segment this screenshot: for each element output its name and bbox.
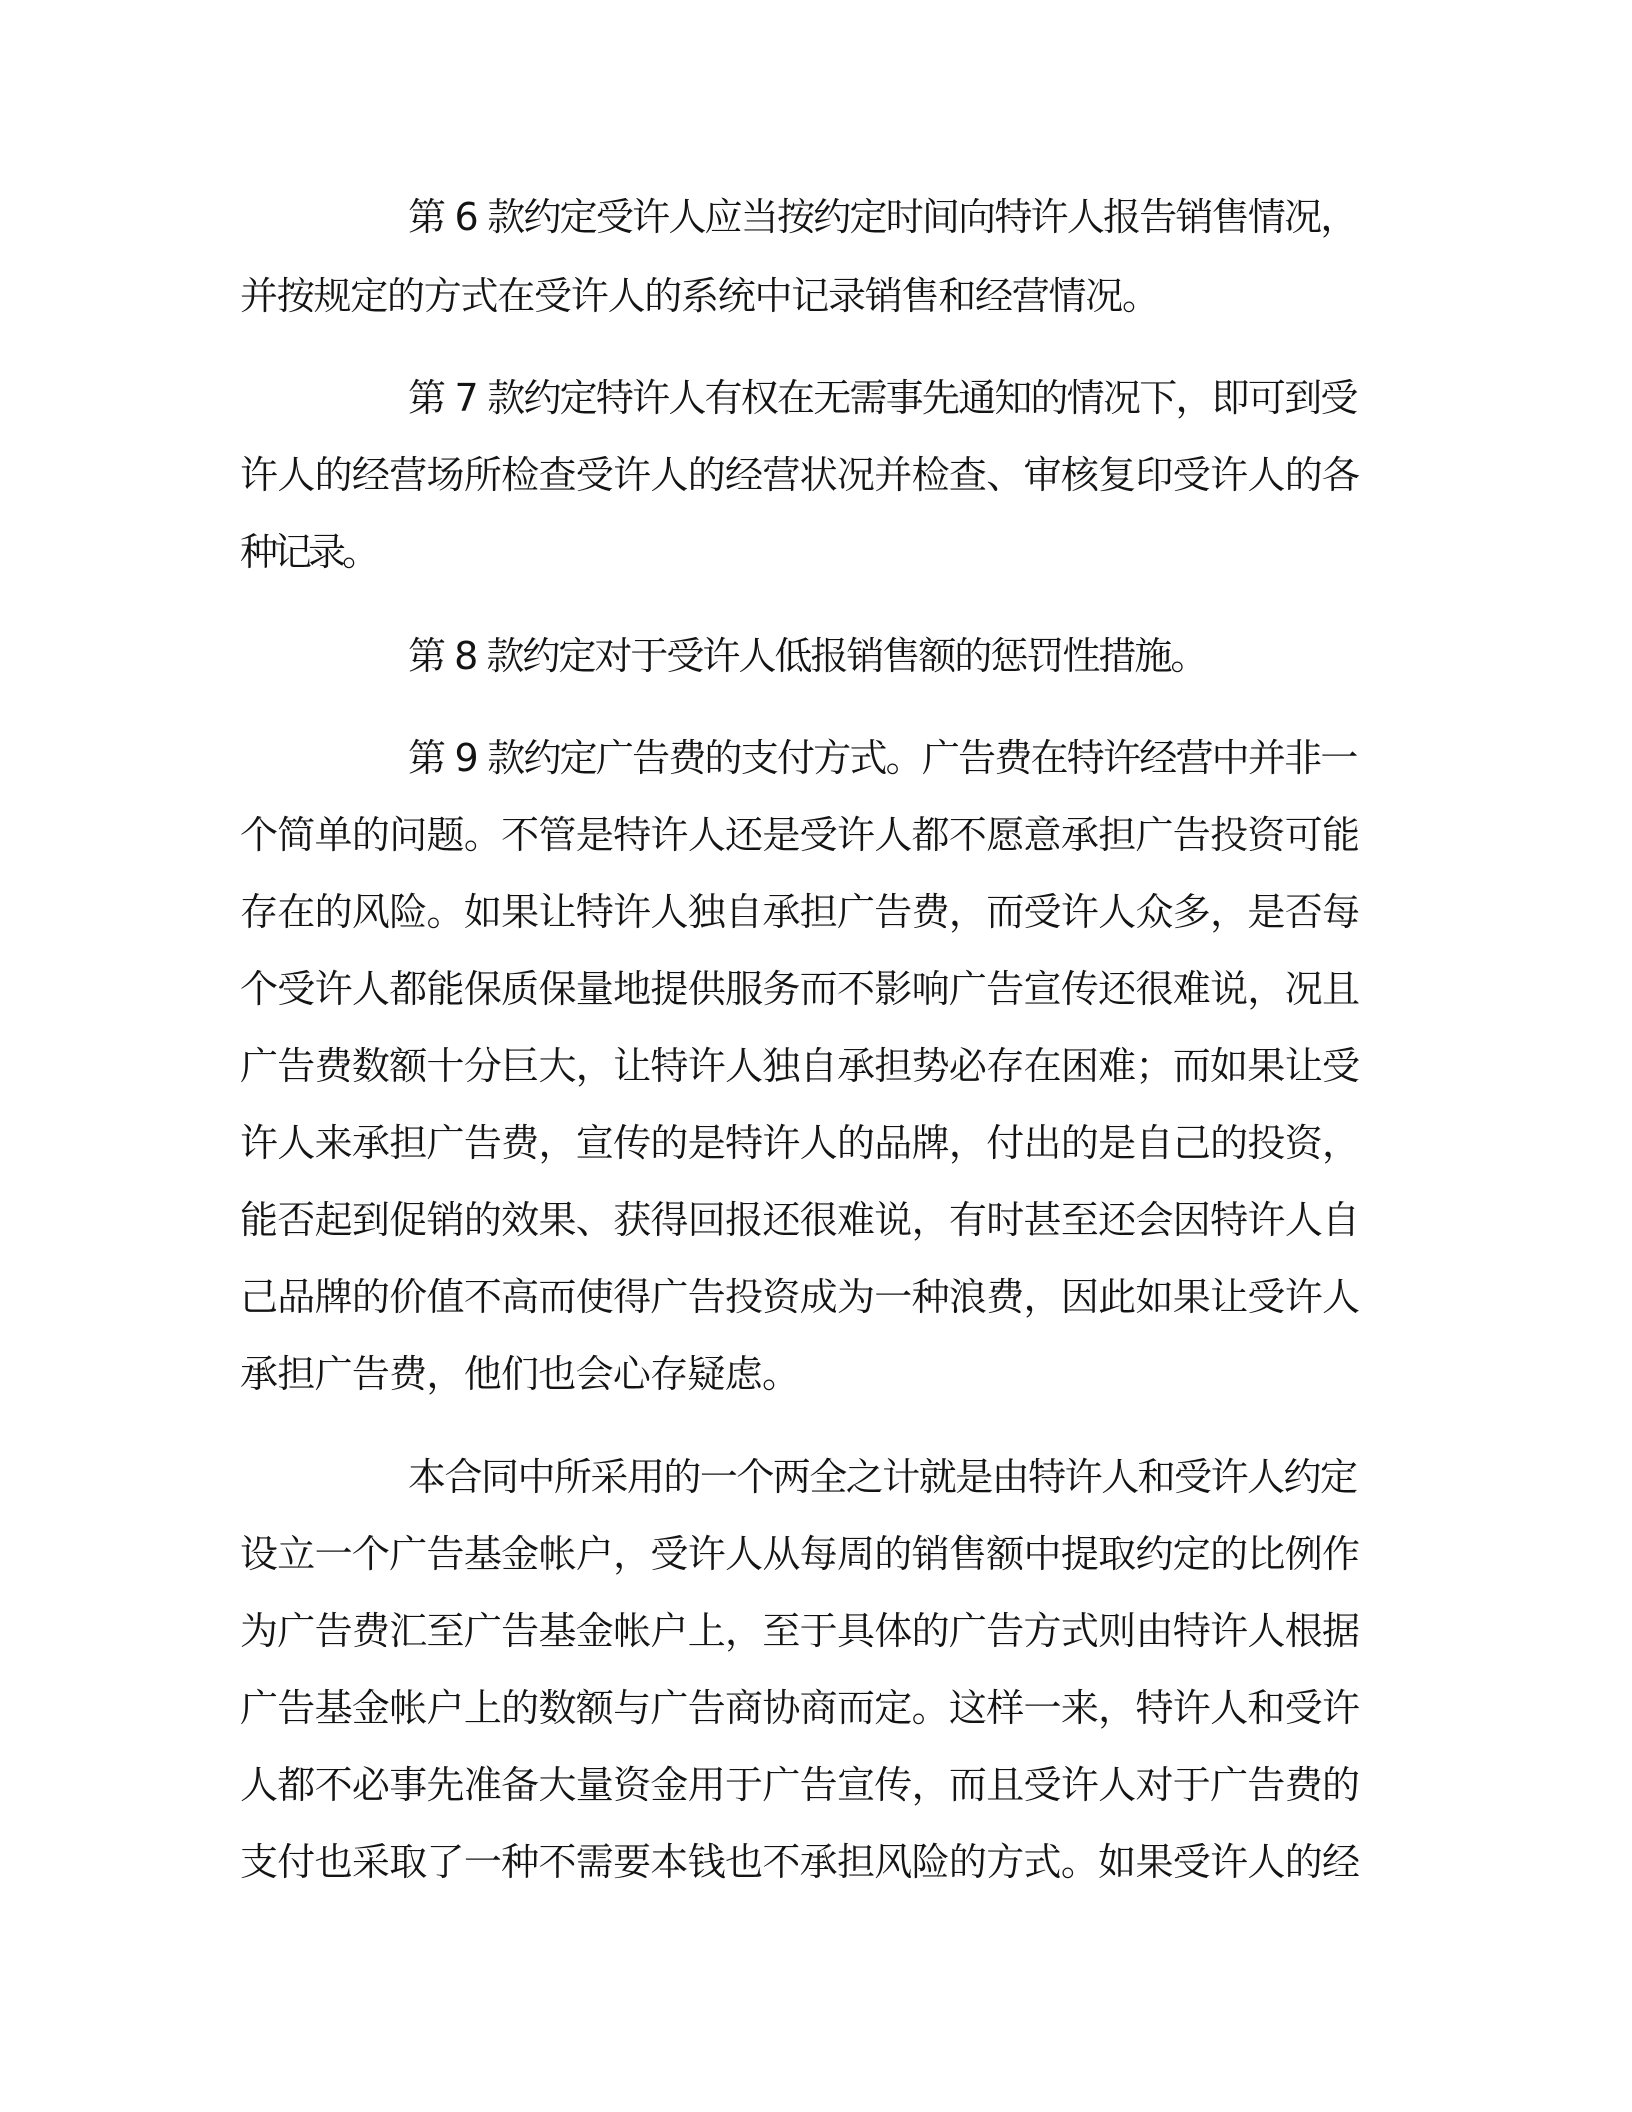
text-line: 人都不必事先准备大量资金用于广告宣传，而且受许人对于广告费的 xyxy=(240,1763,1360,1807)
text-line: 广告基金帐户上的数额与广告商协商而定。这样一来，特许人和受许 xyxy=(240,1686,1360,1730)
text-line: 并按规定的方式在受许人的系统中记录销售和经营情况。 xyxy=(240,274,1159,318)
text-line: 第 8 款约定对于受许人低报销售额的惩罚性措施。 xyxy=(408,634,1207,678)
text-line: 为广告费汇至广告基金帐户上，至于具体的广告方式则由特许人根据 xyxy=(240,1609,1360,1653)
text-line: 第 9 款约定广告费的支付方式。广告费在特许经营中并非一 xyxy=(408,736,1357,780)
text-line: 广告费数额十分巨大，让特许人独自承担势必存在困难；而如果让受 xyxy=(240,1044,1360,1088)
text-line: 能否起到促销的效果、获得回报还很难说，有时甚至还会因特许人自 xyxy=(240,1198,1360,1242)
text-line: 承担广告费，他们也会心存疑虑。 xyxy=(240,1352,800,1396)
text-line: 支付也采取了一种不需要本钱也不承担风险的方式。如果受许人的经 xyxy=(240,1840,1360,1884)
text-line: 本合同中所采用的一个两全之计就是由特许人和受许人约定 xyxy=(408,1455,1357,1499)
text-line: 许人的经营场所检查受许人的经营状况并检查、审核复印受许人的各 xyxy=(240,453,1360,497)
text-line: 设立一个广告基金帐户，受许人从每周的销售额中提取约定的比例作 xyxy=(240,1532,1360,1576)
text-line: 存在的风险。如果让特许人独自承担广告费，而受许人众多，是否每 xyxy=(240,890,1360,934)
text-line: 种记录。 xyxy=(240,530,377,574)
text-line: 第 7 款约定特许人有权在无需事先通知的情况下，即可到受 xyxy=(408,376,1357,420)
text-line: 第 6 款约定受许人应当按约定时间向特许人报告销售情况， xyxy=(408,195,1357,239)
text-line: 许人来承担广告费，宣传的是特许人的品牌，付出的是自己的投资， xyxy=(240,1121,1360,1165)
text-line: 个简单的问题。不管是特许人还是受许人都不愿意承担广告投资可能 xyxy=(240,813,1360,857)
text-line: 己品牌的价值不高而使得广告投资成为一种浪费，因此如果让受许人 xyxy=(240,1275,1360,1319)
text-line: 个受许人都能保质保量地提供服务而不影响广告宣传还很难说，况且 xyxy=(240,967,1360,1011)
